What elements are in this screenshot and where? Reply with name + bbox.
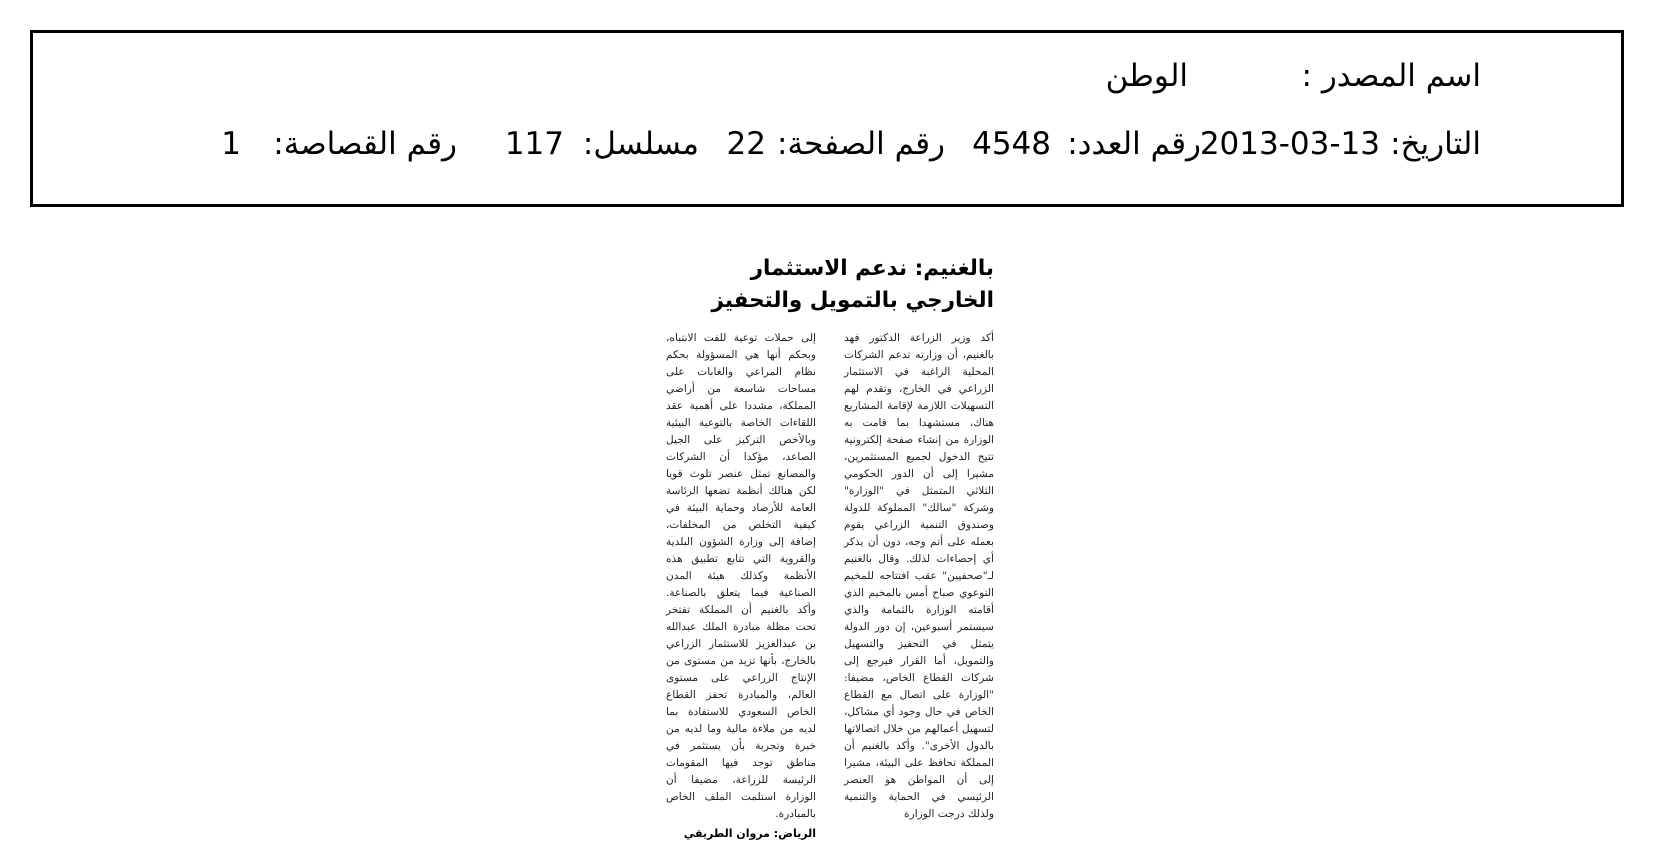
byline: الرياض: مروان الطريقي — [683, 827, 816, 840]
source-value: الوطن — [1105, 58, 1188, 94]
clip-value: 1 — [221, 126, 241, 162]
page-value: 22 — [726, 126, 766, 162]
article-column-left-text: إلى حملات توعية للفت الانتباه، وبحكم أنها هي المسؤولة بحكم نظام المراعي والغابات على مساحات شاسعة من أراضي المملكة، مشددا على أهمية عقد اللقاءات الخاصة بالتوعية البيئية وبالأخص التركيز على الجيل الصاعد، مؤكدا أن الشركات والمصانع تمثل عنصر تلوث قويا لكن هنالك أنظمة تضعها الرئاسة العامة للأرصاد وحماية البيئة في كيفية التخلص من المخلفات، إضافة إلى وزارة الشؤون البلدية والقروية التي تتابع تطبيق هذه الأنظمة وكذلك هيئة المدن الصناعية فيما يتعلق بالصناعة. وأكد بالغنيم أن المملكة تفتخر تحت مظلة مبادرة الملك عبدالله بن عبدالعزيز للاستثمار الزراعي بالخارج، بأنها تزيد من مستوى من الإنتاج الزراعي على مستوى العالم، والمبادرة تحفز القطاع الخاص السعودي للاستفادة بما لديه من ملاءة مالية وما لديه من خبرة وتجربة بأن يستثمر في مناطق توجد فيها المقومات الرئيسة للزراعة، مضيفا أن الوزارة استلمت الملف الخاص بالمبادرة. — [666, 332, 816, 820]
date-label: التاريخ: — [1390, 126, 1481, 162]
headline-line-2: الخارجي بالتمويل والتحفيز — [711, 288, 994, 313]
date-value: 2013-03-13 — [1199, 126, 1380, 162]
issue-value: 4548 — [972, 126, 1051, 162]
article-columns — [660, 330, 994, 840]
serial-label: مسلسل: — [582, 126, 699, 162]
article-column-left — [666, 330, 816, 840]
clipping-header-box — [30, 30, 1624, 207]
page-label: رقم الصفحة: — [777, 126, 945, 162]
article-column-right: أكد وزير الزراعة الدكتور فهد بالغنيم، أن وزارته تدعم الشركات المحلية الراغبة في الاستثمار الزراعي في الخارج، وتقدم لهم التسهيلات اللازمة لإقامة المشاريع هناك، مستشهدا بما قامت به الوزارة من إنشاء صفحة إلكترونية تتيح الدخول لجميع المستثمرين، مشيرا إلى أن الدور الحكومي الثلاثي المتمثل في "الوزارة" وشركة "سالك" المملوكة للدولة وصندوق التنمية الزراعي يقوم بعمله على أتم وجه، دون أن يذكر أي إحصاءات لذلك. وقال بالغنيم لـ"صحفيين" عقب افتتاحه للمخيم التوعوي صباح أمس بالمخيم الذي أقامته الوزارة بالثمامة والذي سيستمر أسبوعين، إن دور الدولة يتمثل في التحفيز والتسهيل والتمويل، أما القرار فيرجع إلى شركات القطاع الخاص، مضيفا: "الوزارة على اتصال مع القطاع الخاص في حال وجود أي مشاكل، لتسهيل أعمالهم من خلال اتصالاتها بالدول الأخرى". وأكد بالغنيم أن المملكة تحافظ على البيئة، مشيرا إلى أن المواطن هو العنصر الرئيسي في الحماية والتنمية ولذلك درجت الوزارة — [844, 332, 994, 820]
source-label: اسم المصدر : — [1301, 58, 1481, 94]
serial-value: 117 — [504, 126, 564, 162]
headline-line-1: بالغنيم: ندعم الاستثمار — [750, 256, 994, 281]
newspaper-clipping — [660, 253, 994, 840]
issue-label: رقم العدد: — [1067, 126, 1201, 162]
clip-label: رقم القصاصة: — [273, 126, 457, 162]
